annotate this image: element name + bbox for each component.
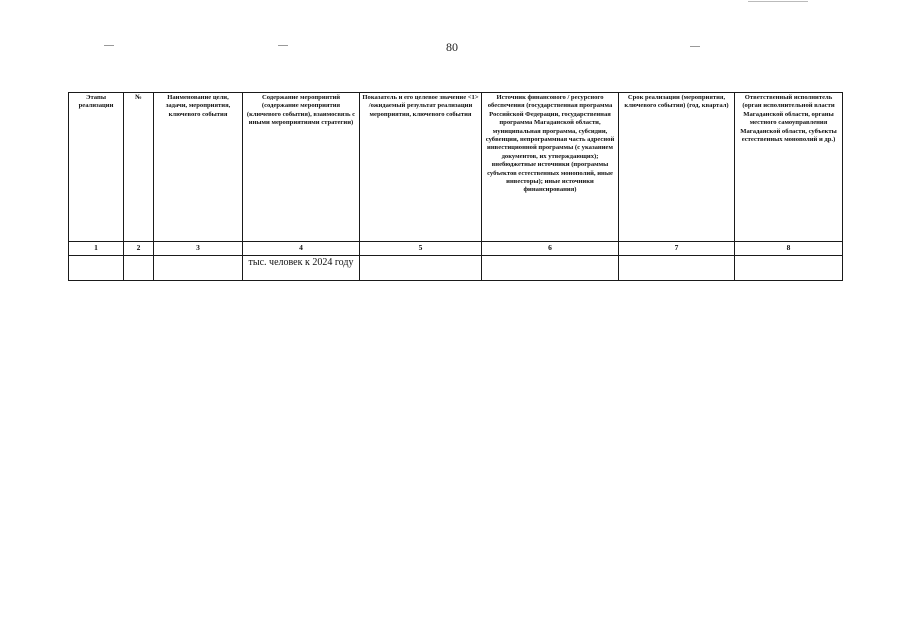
header-content: Содержание мероприятий (содержание мероприятия (ключевого события), взаимосвязь с иными мероприятиями стратегии): [243, 93, 360, 242]
column-number: 3: [154, 242, 243, 256]
table-cell: [619, 256, 735, 281]
implementation-plan-table: [68, 92, 843, 281]
table-cell: [360, 256, 482, 281]
implementation-plan-table-container: [68, 92, 842, 281]
scan-artifact: [104, 45, 114, 46]
table-cell: [735, 256, 843, 281]
header-number: №: [124, 93, 154, 242]
table-cell-indicator-unit: тыс. человек к 2024 году: [243, 256, 360, 281]
table-cell: [482, 256, 619, 281]
column-number: 4: [243, 242, 360, 256]
header-funding-source: Источник финансового / ресурсного обеспечения (государственная программа Российской Федерации, государственная программа Магаданской области, муниципальная программа, субсидии, субвенции, непрограммная часть адресной инвестиционной программы (с указанием документов, их утверждающих); внебюджетные источники (программы субъектов естественных монополий, иные инвесторы); иные источники финансирования): [482, 93, 619, 242]
page-number: 80: [446, 40, 458, 54]
scan-artifact: [690, 46, 700, 47]
scan-artifact: [278, 45, 288, 46]
header-row: [69, 93, 843, 242]
header-responsible: Ответственный исполнитель (орган исполнительной власти Магаданской области, органы местного самоуправления Магаданской области, субъекты естественных монополий и др.): [735, 93, 843, 242]
column-number: 6: [482, 242, 619, 256]
header-name: Наименование цели, задачи, мероприятия, ключевого события: [154, 93, 243, 242]
column-number: 2: [124, 242, 154, 256]
header-deadline: Срок реализации (мероприятия, ключевого события) (год, квартал): [619, 93, 735, 242]
header-indicator: Показатель и его целевое значение <1> /ожидаемый результат реализации мероприятия, ключевого события: [360, 93, 482, 242]
table-cell: [154, 256, 243, 281]
column-number: 7: [619, 242, 735, 256]
header-stages: Этапы реализации: [69, 93, 124, 242]
table-cell: [124, 256, 154, 281]
column-number: 8: [735, 242, 843, 256]
column-number: 1: [69, 242, 124, 256]
column-number: 5: [360, 242, 482, 256]
scan-artifact: [748, 1, 808, 2]
table-row: [69, 256, 843, 281]
table-cell: [69, 256, 124, 281]
column-number-row: [69, 242, 843, 256]
